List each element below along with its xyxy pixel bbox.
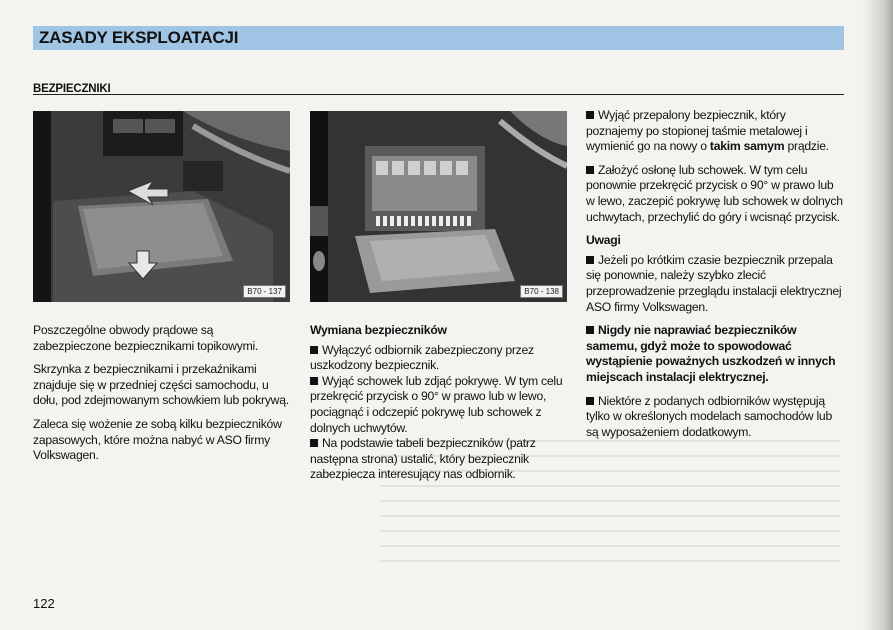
text-column-2 [310, 323, 567, 483]
bullet-square-icon [310, 377, 318, 385]
bullet-square-icon [586, 326, 594, 334]
figure-code: B70 - 137 [243, 285, 286, 298]
note-item [586, 394, 844, 441]
step-item [586, 163, 844, 225]
bullet-square-icon [586, 111, 594, 119]
text-column-1 [33, 323, 290, 472]
step-item [586, 108, 844, 155]
step-item [310, 343, 567, 374]
section-title: BEZPIECZNIKI [33, 83, 111, 95]
bullet-square-icon [310, 439, 318, 447]
paragraph: Poszczególne obwody prądowe są zabezpieczone bezpiecznikami topikowymi. [33, 323, 259, 353]
photo-glovebox-illustration [33, 111, 290, 302]
page-number: 122 [33, 596, 55, 611]
step-text: Na podstawie tabeli bezpieczników (patrz następna strona) ustalić, który bezpiecznik zabezpiecza interesujący nas odbiornik. [310, 436, 536, 482]
subsection-heading: Wymiana bezpieczników [310, 323, 447, 337]
bullet-square-icon [586, 166, 594, 174]
photo-fusebox-illustration [310, 111, 567, 302]
step-text: Wyłączyć odbiornik zabezpieczony przez uszkodzony bezpiecznik. [310, 342, 534, 373]
paragraph: Zaleca się wożenie ze sobą kilku bezpieczników zapasowych, które można nabyć w ASO firmy Volkswagen. [33, 416, 282, 463]
note-text: Niektóre z podanych odbiorników występują tylko w określonych modelach samochodów lub są wyposażeniem dodatkowym. [586, 393, 832, 439]
photo-fuse-box [310, 111, 567, 302]
note-item [586, 253, 844, 315]
photo-glovebox-removal [33, 111, 290, 302]
figure-code: B70 - 138 [520, 285, 563, 298]
chapter-title: ZASADY EKSPLOATACJI [39, 28, 239, 47]
step-text: Wyjąć schowek lub zdjąć pokrywę. W tym celu przekręcić przycisk o 90° w prawo lub w lewo, pociągnąć i odczepić pokrywę lub schowek z dolnych uchwytów. [310, 373, 563, 435]
note-item [586, 323, 844, 385]
section-heading [33, 79, 844, 95]
step-text: prądzie. [784, 139, 829, 154]
step-item [310, 436, 567, 483]
emphasis-text: takim samym [709, 139, 785, 154]
page-edge-shadow [863, 0, 893, 630]
chapter-title-bar [33, 26, 844, 50]
step-item [310, 374, 567, 436]
paragraph: Skrzynka z bezpiecznikami i przekaźnikami znajduje się w przedniej części samochodu, u dołu, pod zdejmowanym schowkiem lub pokrywą. [33, 362, 289, 408]
step-text: Założyć osłonę lub schowek. W tym celu ponownie przekręcić przycisk o 90° w prawo lub w lewo, zaczepić pokrywę lub schowek w dolnych uchwytach, przechylić do góry i wcisnąć przycisk. [586, 162, 843, 224]
notes-heading: Uwagi [586, 233, 621, 248]
bullet-square-icon [586, 397, 594, 405]
note-text: Jeżeli po krótkim czasie bezpiecznik przepala się ponownie, należy szybko zlecić przeprowadzenie przeglądu instalacji elektrycznej ASO firmy Volkswagen. [586, 252, 842, 314]
step-text: Wyjąć przepalony bezpiecznik, który poznajemy po stopionej taśmie metalowej i wymienić go na nowy o [586, 108, 808, 154]
warning-text: Nigdy nie naprawiać bezpieczników samemu, gdyż może to spowodować wystąpienie poważnych uszkodzeń w innych miejscach instalacji elektrycznej. [586, 323, 836, 384]
bullet-square-icon [310, 346, 318, 354]
text-column-3 [586, 108, 844, 448]
bullet-square-icon [586, 256, 594, 264]
